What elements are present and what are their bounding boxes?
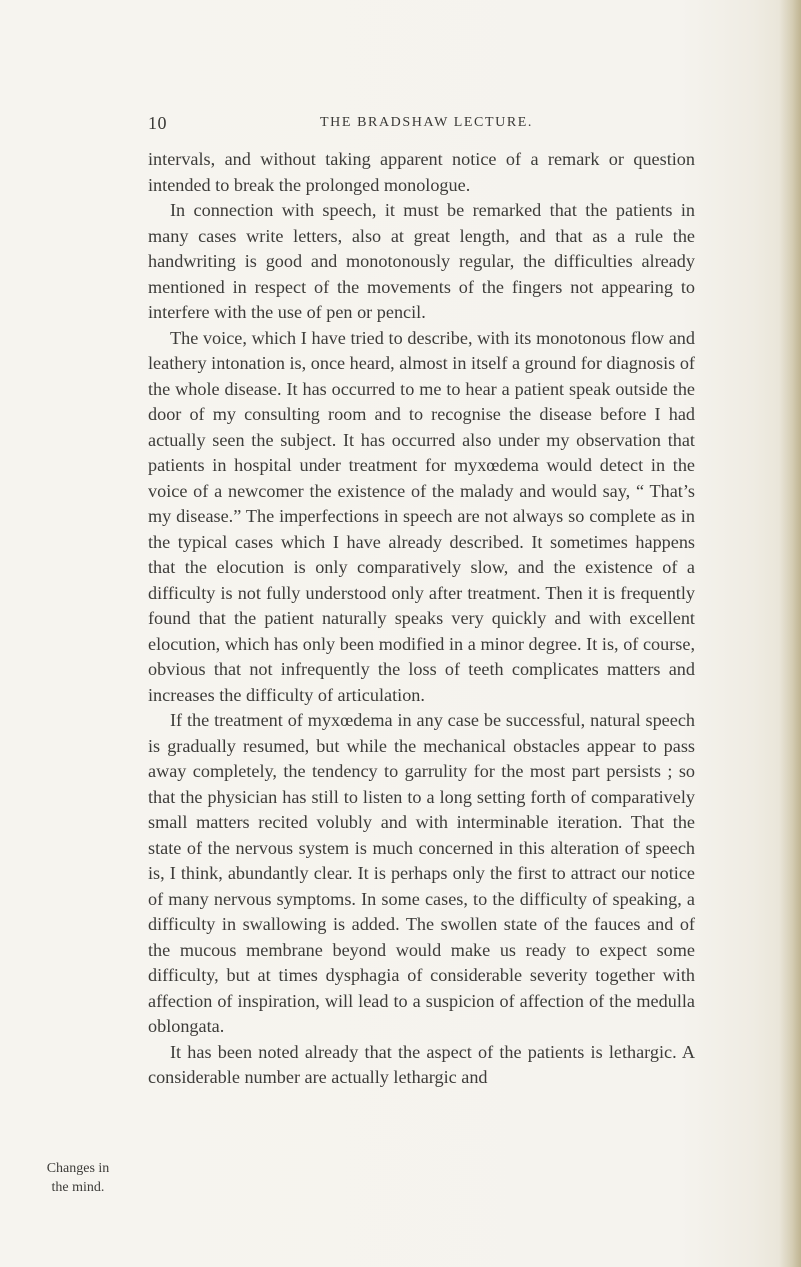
marginal-note-line: Changes in <box>46 1161 110 1176</box>
body-text <box>148 147 695 1091</box>
paragraph-continuation: intervals, and without taking apparent notice of a remark or question intended to break the prolonged monologue. <box>148 149 695 195</box>
page-header <box>148 113 695 137</box>
paragraph-treatment: If the treatment of myxœdema in any case be successful, natural speech is gradually resumed, but while the mechanical obstacles appear to pass away completely, the tendency to garrulity for the most part persists ; so that the physician has still to listen to a long setting forth of comparatively small matters recited volubly and with interminable iteration. That the state of the nervous system is much concerned in this alteration of speech is, I think, abundantly clear. It is perhaps only the first to attract our notice of many nervous symptoms. In some cases, to the difficulty of speaking, a difficulty in swallowing is added. The swollen state of the fauces and of the mucous membrane beyond would make us ready to expect some difficulty, but at times dysphagia of considerable severity together with affection of inspiration, will lead to a suspicion of affection of the medulla oblongata. <box>148 710 695 1036</box>
page-edge-shadow <box>779 0 801 1267</box>
paragraph-handwriting: In connection with speech, it must be remarked that the patients in many cases write letters, also at great length, and that as a rule the handwriting is good and monotonously regular, the difficulties already mentioned in respect of the movements of the fingers not appearing to interfere with the use of pen or pencil. <box>148 200 695 322</box>
marginal-note <box>42 1159 114 1197</box>
running-title: THE BRADSHAW LECTURE. <box>319 115 534 130</box>
paragraph-voice: The voice, which I have tried to describe, with its monotonous flow and leathery intonation is, once heard, almost in itself a ground for diagnosis of the whole disease. It has occurred to me to hear a patient speak outside the door of my consulting room and to recognise the disease before I had actually seen the subject. It has occurred also under my observation that patients in hospital under treatment for myxœdema would detect in the voice of a newcomer the existence of the malady and would say, “ That’s my disease.” The imperfections in speech are not always so complete as in the typical cases which I have already described. It sometimes happens that the elocution is only comparatively slow, and the existence of a difficulty is not fully understood only after treatment. Then it is frequently found that the patient naturally speaks very quickly and with excellent elocution, which has only been modified in a minor degree. It is, of course, obvious that not infrequently the loss of teeth complicates matters and increases the difficulty of articulation. <box>148 327 695 705</box>
page-number: 10 <box>148 113 167 133</box>
paragraph-lethargy: It has been noted already that the aspect of the patients is lethargic. A considerable number are actually lethargic and <box>148 1041 695 1087</box>
marginal-note-line: the mind. <box>51 1180 105 1195</box>
